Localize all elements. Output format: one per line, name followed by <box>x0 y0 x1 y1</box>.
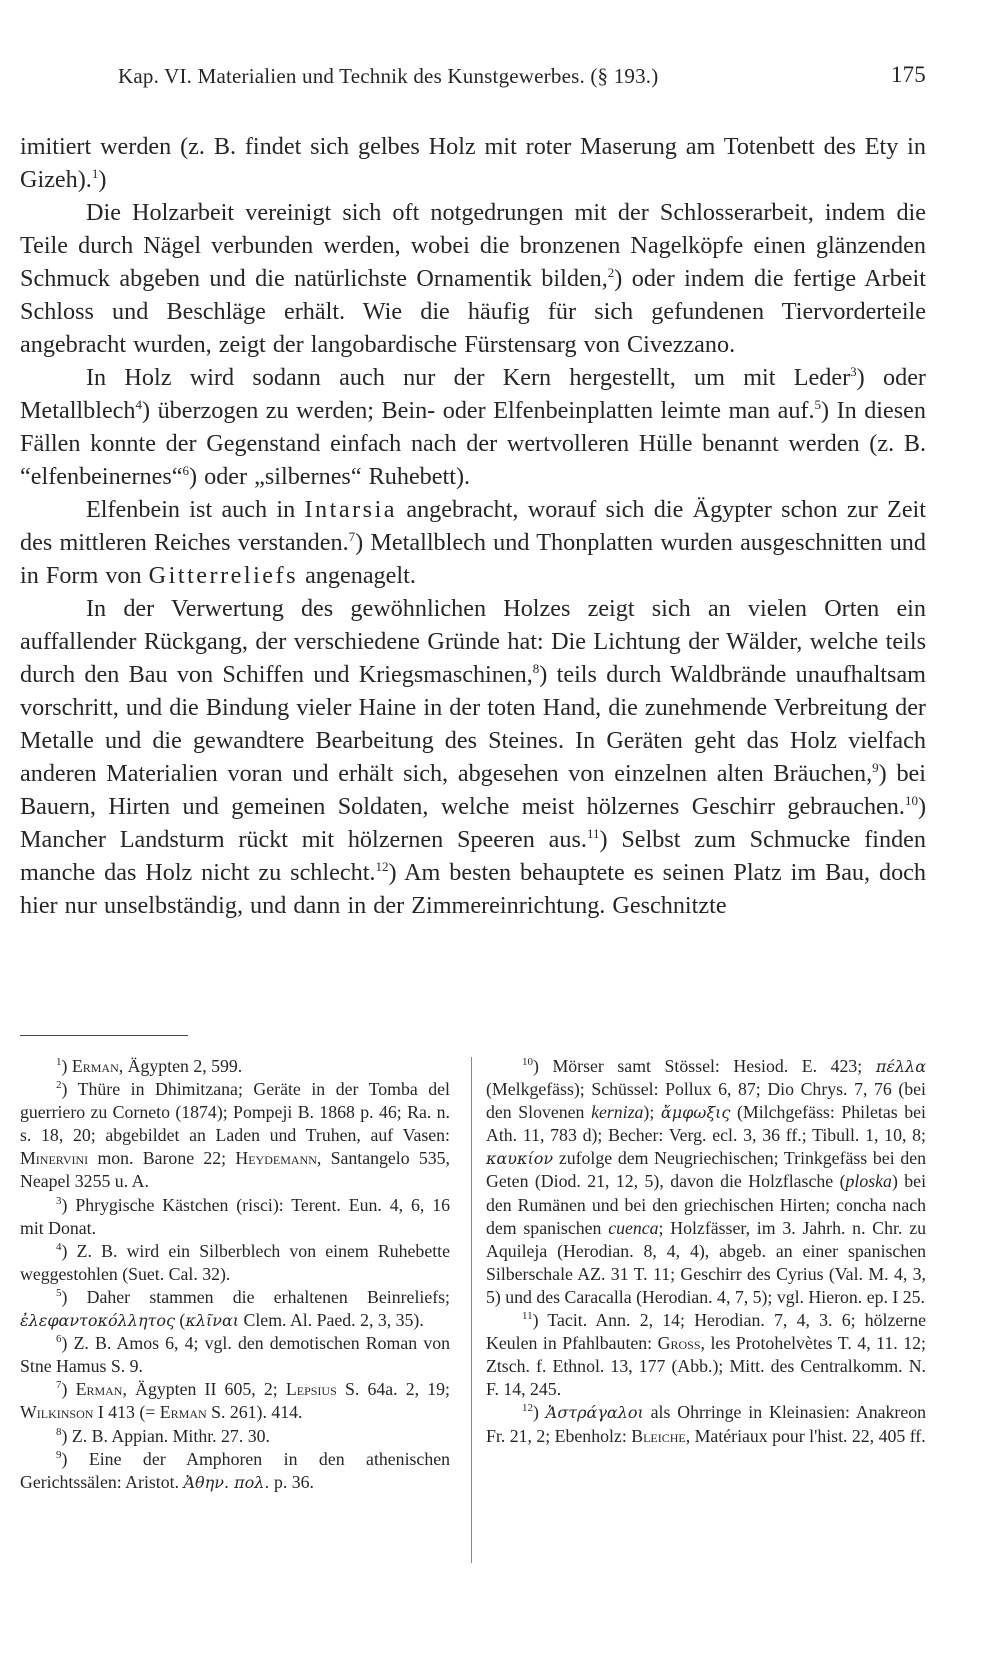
author-name: Erman <box>71 1056 119 1076</box>
text-run: , Ägypten II 605, 2; <box>122 1379 286 1400</box>
text-run: ) Selbst zum Schmucke finden manche das Holz nicht zu schlecht. <box>20 826 926 886</box>
text-run: imitiert werden (z. B. findet sich gelbes Holz mit roter Maserung am Totenbett des Ety in Gizeh). <box>20 133 926 193</box>
footnote-ref: 9 <box>872 760 879 775</box>
text-run: mon. Barone 22; <box>88 1148 236 1169</box>
greek-term: Ἀθην. πολ. <box>183 1472 270 1492</box>
author-name: Gross <box>657 1333 701 1354</box>
footnote-ref: 1 <box>91 166 99 181</box>
greek-term: Ἀστράγαλοι <box>545 1403 644 1423</box>
greek-term: πέλλα <box>875 1057 926 1076</box>
footnote-ref: 2 <box>607 265 615 280</box>
chapter-heading: Kap. VI. Materialien und Technik des Kunstgewerbes. (§ 193.) <box>118 64 659 88</box>
footnote-1 <box>20 1055 450 1078</box>
italic-term: kerniza <box>591 1102 644 1123</box>
paragraph-3 <box>20 361 926 493</box>
footnote-ref: 12 <box>375 859 389 874</box>
author-name: Wilkinson <box>20 1402 94 1423</box>
text-run: , les Protohelvètes T. 4, 11. 12; Ztsch. f. Ethnol. 13, 177 (Abb.); Mitt. des Centralkomm. N. F. 14, 245. <box>486 1333 926 1400</box>
text-run: als Ohrringe in Kleinasien: Anakreon Fr. 21, 2; Ebenholz: <box>486 1402 926 1446</box>
text-run: ) Z. B. Amos 6, 4; vgl. den demotischen Roman von Stne Hamus S. 9. <box>20 1333 450 1377</box>
text-run: ) bei den Rumänen und bei den griechischen Hirten; concha nach dem spanischen <box>486 1171 927 1238</box>
footnote-ref: 8 <box>532 661 540 676</box>
author-name: Bleiche <box>631 1425 686 1446</box>
text-run: angenagelt. <box>305 562 416 589</box>
spaced-term: Intarsia <box>304 496 398 523</box>
text-run: ) Mörser samt Stössel: Hesiod. E. 423; <box>533 1056 876 1076</box>
text-run: ) Phrygische Kästchen (risci): Terent. Eun. 4, 6, 16 mit Donat. <box>20 1194 450 1238</box>
footnote-number: 8 <box>56 1425 62 1438</box>
footnote-ref: 3 <box>850 364 857 379</box>
footnote-number: 9 <box>56 1448 62 1461</box>
text-run: ) <box>61 1056 72 1076</box>
page-number: 175 <box>890 62 926 87</box>
footnote-11 <box>486 1309 926 1401</box>
footnote-number: 11 <box>522 1310 533 1323</box>
footnote-number: 4 <box>56 1240 62 1253</box>
text-run: ) Thüre in Dhimitzana; Geräte in der Tomba del guerriero zu Corneto (1874); Pompeji B. 1868 p. 46; Ra. n. s. 18, 20; abgebildet an Laden und Truhen, auf Vasen: <box>20 1079 450 1146</box>
text-run: ( <box>174 1310 186 1331</box>
footnote-number: 1 <box>56 1056 62 1068</box>
text-run: ) Mancher Landsturm rückt mit hölzernen Speeren aus. <box>20 793 926 853</box>
greek-term: καυκίον <box>486 1149 554 1169</box>
text-run: ); <box>643 1102 661 1123</box>
footnote-4 <box>20 1240 450 1286</box>
footnote-10 <box>486 1055 926 1309</box>
footnote-ref: 11 <box>586 826 600 841</box>
text-run: , Ägypten 2, 599. <box>118 1056 243 1076</box>
paragraph-4 <box>20 493 926 592</box>
paragraph-1 <box>20 130 926 196</box>
footnote-ref: 7 <box>348 529 356 544</box>
text-run: ; Holzfässer, im 3. Jahrh. n. Chr. zu Aquileja (Herodian. 8, 4, 4), abgeb. an einer spanischen Silberschale AZ. 31 T. 11; Geschirr des Cyrius (Val. M. 4, 3, 5) und des Caracalla (Herodian. 4, 7, 5); vgl. Hieron. ep. I 25. <box>486 1217 926 1307</box>
footnote-number: 10 <box>522 1056 533 1068</box>
greek-term: ἄμφωξις <box>660 1103 731 1123</box>
italic-term: cuenca <box>608 1217 659 1238</box>
author-name: Erman <box>159 1402 207 1423</box>
text-run: ) Z. B. Appian. Mithr. 27. 30. <box>61 1425 270 1446</box>
text-run: S. 64a. 2, 19; <box>336 1379 451 1400</box>
footnote-ref: 10 <box>904 793 918 808</box>
text-run: S. 261). 414. <box>206 1402 303 1423</box>
footnote-5 <box>20 1286 450 1332</box>
text-run: I 413 (= <box>93 1402 160 1423</box>
footnotes-right-column <box>486 1055 926 1448</box>
text-run: ) überzogen zu werden; Bein- oder Elfenbeinplatten leimte man auf. <box>142 397 815 424</box>
footnote-ref: 6 <box>182 463 189 478</box>
spaced-term: Gitterreliefs <box>148 562 299 589</box>
text-run: ) Tacit. Ann. 2, 14; Herodian. 7, 4, 3. 6; hölzerne Keulen in Pfahlbauten: <box>486 1310 926 1354</box>
footnote-number: 5 <box>56 1286 62 1299</box>
italic-term: ploska <box>845 1171 892 1192</box>
text-run: zufolge dem Neugriechischen; Trinkgefäss bei den Geten (Diod. 21, 12, 5), davon die Holzflasche ( <box>486 1148 926 1192</box>
text-run: ) In diesen Fällen konnte der Gegenstand einfach nach der wertvolleren Hülle benannt werden (z. B. “elfenbeinernes“ <box>20 397 927 490</box>
text-run: ) Eine der Amphoren in den athenischen Gerichtssälen: Aristot. <box>20 1448 450 1492</box>
text-run: In der Verwertung des gewöhnlichen Holzes zeigt sich an vielen Orten ein auffallender Rückgang, der verschiedene Gründe hat: Die Lichtung der Wälder, welche teils durch den Bau von Schiffen und Kriegsmaschinen, <box>20 595 926 688</box>
text-run: ) Metallblech und Thonplatten wurden ausgeschnitten und in Form von <box>20 529 926 589</box>
footnote-9 <box>20 1448 450 1494</box>
text-run: , Santangelo 535, Neapel 3255 u. A. <box>20 1148 450 1192</box>
text-run: ) oder Metallblech <box>20 364 926 424</box>
text-run: Die Holzarbeit vereinigt sich oft notgedrungen mit der Schlosserarbeit, indem die Teile durch Nägel verbunden werden, wobei die bronzenen Nagelköpfe einen glänzenden Schmuck abgeben und die natürlichste Ornamentik bilden, <box>20 199 926 292</box>
footnote-number: 6 <box>56 1333 62 1346</box>
footnote-ref: 5 <box>814 397 822 412</box>
main-text <box>20 130 926 922</box>
footnote-7 <box>20 1378 450 1424</box>
text-run: ) teils durch Waldbrände unaufhaltsam vorschritt, und die Bindung vieler Haine in der toten Hand, die zunehmende Verbreitung der Metalle und die gewandtere Bearbeitung des Steines. In Geräten geht das Holz vielfach anderen Materialien voran und erhält sich, abgesehen von einzelnen alten Bräuchen, <box>20 661 926 787</box>
text-run: (Milchgefäss: Philetas bei Ath. 11, 783 d); Becher: Verg. ecl. 3, 36 ff.; Tibull. 1, 10, 8; <box>486 1102 926 1146</box>
text-run: ) oder indem die fertige Arbeit Schloss und Beschläge erhält. Wie die häufig für sich gefundenen Tiervorderteile angebracht wurden, zeigt der langobardische Fürstensarg von Civezzano. <box>20 265 926 358</box>
footnote-number: 3 <box>56 1194 62 1207</box>
footnote-12 <box>486 1401 926 1447</box>
author-name: Heydemann <box>235 1148 317 1169</box>
footnotes-left-column <box>20 1055 450 1494</box>
text-run: ) oder „silbernes“ Ruhebett). <box>189 463 471 490</box>
greek-term: κλῖναι <box>185 1311 240 1331</box>
footnote-ref: 4 <box>135 397 143 412</box>
text-run: In Holz wird sodann auch nur der Kern hergestellt, um mit Leder <box>86 364 851 391</box>
footnote-number: 12 <box>522 1402 533 1415</box>
text-run: (Melkgefäss); Schüssel: Pollux 6, 87; Dio Chrys. 7, 76 (bei den Slovenen <box>486 1079 926 1123</box>
text-run: Elfenbein ist auch in <box>86 496 296 523</box>
greek-term: ἐλεφαντοκόλλητος <box>20 1311 175 1331</box>
footnote-8 <box>20 1425 450 1448</box>
author-name: Lepsius <box>285 1379 337 1400</box>
paragraph-5 <box>20 592 926 922</box>
footnote-3 <box>20 1194 450 1240</box>
text-run: ) bei Bauern, Hirten und gemeinen Soldaten, welche meist hölzernes Geschirr gebrauchen. <box>20 760 927 820</box>
paragraph-2 <box>20 196 926 361</box>
text-run: Clem. Al. Paed. 2, 3, 35). <box>239 1310 424 1331</box>
text-run: , Matériaux pour l'hist. 22, 405 ff. <box>685 1425 926 1446</box>
text-run: ) Z. B. wird ein Silberblech von einem Ruhebette weggestohlen (Suet. Cal. 32). <box>20 1240 450 1284</box>
text-run: ) <box>98 166 107 193</box>
author-name: Minervini <box>20 1148 89 1169</box>
footnote-rule <box>20 1035 188 1036</box>
footnote-number: 2 <box>56 1079 62 1092</box>
author-name: Erman <box>75 1379 123 1400</box>
footnote-2 <box>20 1078 450 1193</box>
text-run: ) Am besten behauptete es seinen Platz im Bau, doch hier nur unselbständig, und dann in der Zimmereinrichtung. Geschnitzte <box>20 859 926 919</box>
footnote-number: 7 <box>56 1379 62 1392</box>
text-run: p. 36. <box>269 1471 314 1492</box>
column-divider <box>471 1057 472 1563</box>
text-run: ) Daher stammen die erhaltenen Beinreliefs; <box>61 1286 450 1307</box>
text-run: angebracht, worauf sich die Ägypter schon zur Zeit des mittleren Reiches verstanden. <box>20 496 926 556</box>
text-run: ) <box>533 1402 546 1423</box>
text-run: ) <box>61 1379 76 1400</box>
footnote-6 <box>20 1332 450 1378</box>
